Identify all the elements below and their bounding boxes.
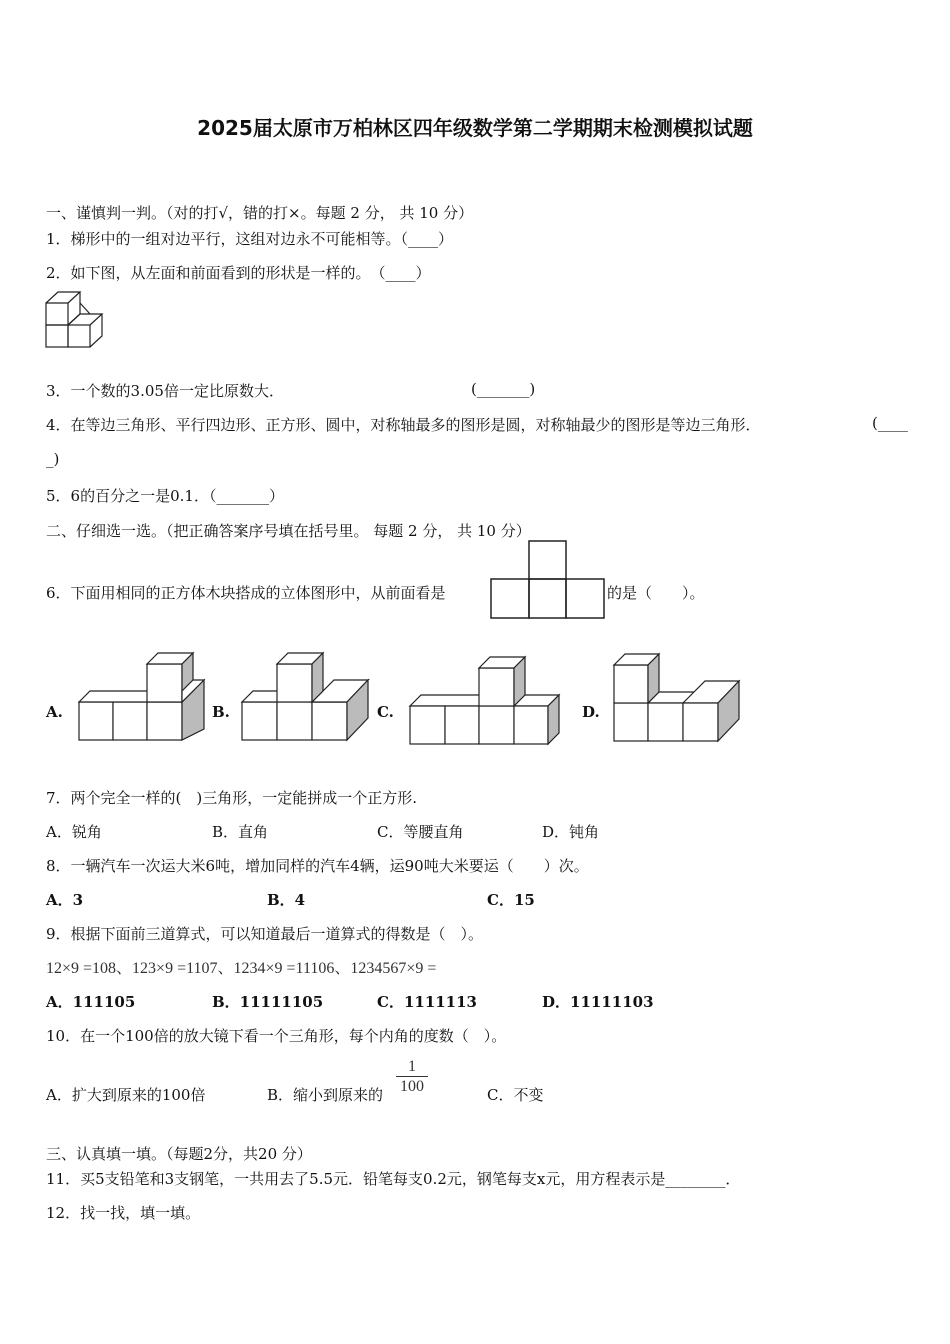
question-10-fraction <box>396 1058 428 1096</box>
question-7-option-d: D．钝角 <box>542 823 600 841</box>
cube-edge <box>80 303 90 314</box>
question-4: 4．在等边三角形、平行四边形、正方形、圆中，对称轴最多的图形是圆，对称轴最少的图形是等边三角形． <box>46 416 761 434</box>
question-6-option-b: B. <box>212 703 230 721</box>
question-10-option-c: C．不变 <box>487 1086 544 1104</box>
fraction-numerator: 1 <box>408 1058 416 1075</box>
question-7-option-b: B．直角 <box>212 823 269 841</box>
question-6-option-c: C. <box>377 703 394 721</box>
question-12: 12．找一找，填一填。 <box>46 1204 201 1222</box>
cube-face <box>46 325 68 347</box>
question-7: 7．两个完全一样的( )三角形，一定能拼成一个正方形. <box>46 789 418 807</box>
cube-top <box>68 314 102 325</box>
question-2-cube-figure <box>44 290 106 352</box>
question-10: 10．在一个100倍的放大镜下看一个三角形，每个内角的度数（ ）。 <box>46 1027 507 1045</box>
question-10-option-b: B．缩小到原来的 <box>267 1086 384 1104</box>
question-4-blank-start: (____ <box>872 414 908 432</box>
question-6-figure-b <box>241 650 371 745</box>
question-1: 1．梯形中的一组对边平行，这组对边永不可能相等。（____） <box>46 230 454 248</box>
question-8-option-a: A．3 <box>46 891 84 909</box>
question-3-blank: (_______) <box>471 380 536 398</box>
question-6-figure-c <box>409 655 564 747</box>
question-8-option-c: C．15 <box>487 891 535 909</box>
question-9-option-a: A．111105 <box>46 993 136 1011</box>
question-5: 5．6的百分之一是0.1．（_______） <box>46 487 284 505</box>
section-3-heading: 三、认真填一填。（每题2分，共20 分） <box>46 1145 312 1163</box>
question-8-option-b: B．4 <box>267 891 306 909</box>
question-9-option-b: B．11111105 <box>212 993 324 1011</box>
question-6-front-view <box>490 540 606 620</box>
cube-top <box>46 292 80 303</box>
section-2-heading: 二、仔细选一选。（把正确答案序号填在括号里。 每题 2 分， 共 10 分） <box>46 522 531 540</box>
question-6-option-a: A. <box>46 703 63 721</box>
question-7-option-c: C．等腰直角 <box>377 823 464 841</box>
question-9-sequence: 12×9 =108、123×9 =1107、1234×9 =11106、1234567×9 = <box>46 960 437 977</box>
question-7-option-a: A．锐角 <box>46 823 102 841</box>
question-4-blank-end: _) <box>46 450 60 468</box>
fraction-denominator: 100 <box>396 1076 428 1096</box>
question-6-figure-a <box>78 650 208 745</box>
question-3: 3．一个数的3.05倍一定比原数大． <box>46 382 284 400</box>
question-9-option-c: C．1111113 <box>377 993 477 1011</box>
page-title: 2025届太原市万柏林区四年级数学第二学期期末检测模拟试题 <box>197 116 753 140</box>
question-11: 11．买5支铅笔和3支钢笔，一共用去了5.5元．铅笔每支0.2元，钢笔每支x元，用方程表示是________． <box>46 1170 741 1188</box>
question-10-option-a: A．扩大到原来的100倍 <box>46 1086 206 1104</box>
section-1-heading: 一、谨慎判一判。（对的打√，错的打×。每题 2 分， 共 10 分） <box>46 204 474 222</box>
question-6-figure-d <box>613 652 743 744</box>
question-8: 8．一辆汽车一次运大米6吨，增加同样的汽车4辆，运90吨大米要运（ ）次。 <box>46 857 589 875</box>
question-9-option-d: D．11111103 <box>542 993 654 1011</box>
question-6-suffix: 的是（ ）。 <box>607 584 705 602</box>
question-9: 9．根据下面前三道算式，可以知道最后一道算式的得数是（ ）。 <box>46 925 484 943</box>
cube-face <box>46 303 68 325</box>
cube-face <box>68 325 90 347</box>
question-6-option-d: D. <box>582 703 600 721</box>
question-2: 2．如下图，从左面和前面看到的形状是一样的。 （____） <box>46 264 431 282</box>
question-6-prefix: 6．下面用相同的正方体木块搭成的立体图形中，从前面看是 <box>46 584 446 602</box>
